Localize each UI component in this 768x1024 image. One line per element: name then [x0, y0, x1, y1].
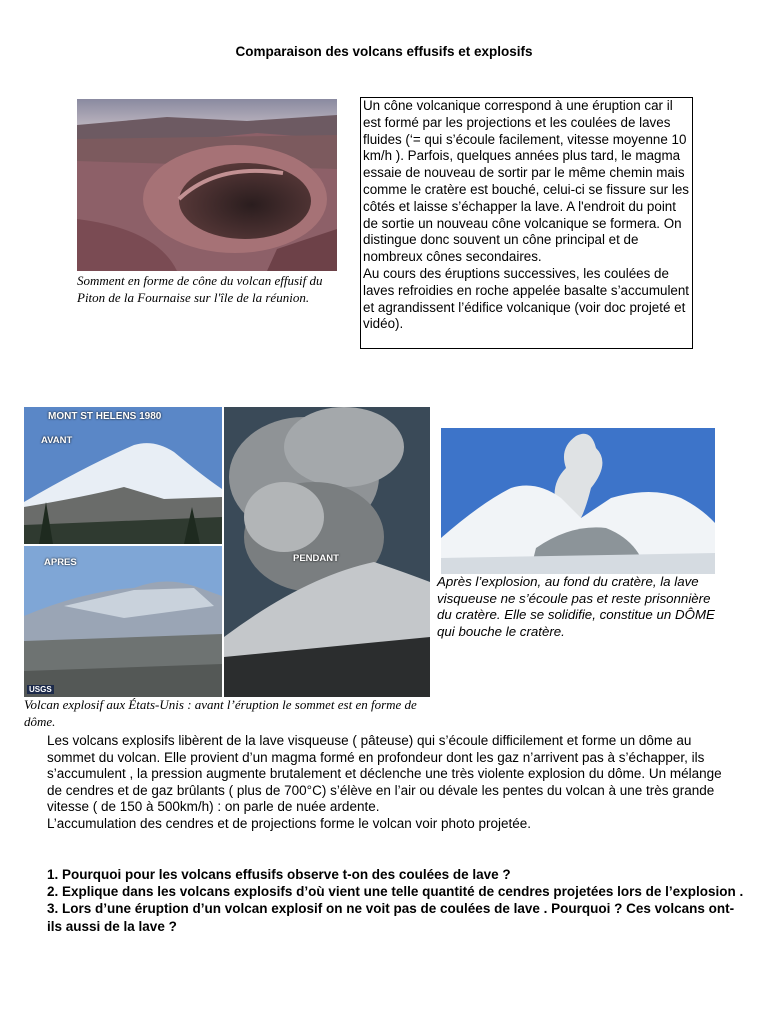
crater-photo — [77, 99, 337, 271]
dome-photo — [441, 428, 715, 574]
before-label: AVANT — [41, 435, 73, 446]
cone-explanation-box — [360, 97, 693, 349]
page-title: Comparaison des volcans effusifs et explosifs — [235, 44, 533, 59]
question-item: 2. Explique dans les volcans explosifs d’où vient une telle quantité de cendres projetées lors de l’explosion . — [47, 884, 744, 900]
questions-list — [47, 866, 747, 935]
crater-caption: Somment en forme de cône du volcan effusif du Piton de la Fournaise sur l'île de la réunion. — [77, 273, 323, 305]
box-paragraph: Un cône volcanique correspond à une éruption car il est formé par les projections et les coulées de laves fluides (‘= qui s’écoule facilement, vitesse moyenne 10 km/h ). Parfois, quelques années plus tard, le magma essaie de nouveau de sortir par le même chemin mais comme le cratère est bouché, celui-ci se fissure sur les côtés et laisse s’échapper la lave. A l'endroit du point de sortie un nouveau cône volcanique se formera. On distingue donc souvent un cône principal et de nombreux cônes secondaires. — [363, 98, 689, 265]
question-item: 1. Pourquoi pour les volcans effusifs observe t-on des coulées de lave ? — [47, 867, 511, 882]
heading-label: MONT ST HELENS 1980 — [48, 411, 162, 422]
body-paragraph: Les volcans explosifs libèrent de la lave visqueuse ( pâteuse) qui s’écoule difficilement et forme un dôme au sommet du volcan. Elle provient d’un magma formé en profondeur dont les gaz n’arrivent pas à s’échapper, ils s’accumulent , la pression augmente brutalement et déclenche une très violente explosion du dôme. Un mélange de cendres et de gaz brûlants ( plus de 700°C) s’élève en l’air ou dévale les pentes du volcan à une très grande vitesse ( de 150 à 500km/h) : on parle de nuée ardente. — [47, 733, 722, 815]
usgs-credit: USGS — [29, 685, 52, 694]
st-helens-caption: Volcan explosif aux États-Unis : avant l’éruption le sommet est en forme de dôme. — [24, 697, 417, 729]
box-paragraph: Au cours des éruptions successives, les coulées de laves refroidies en roche appelée basalte s’accumulent et agrandissent l’édifice volcanique (voir doc projeté et vidéo). — [363, 265, 690, 332]
question-item: 3. Lors d’une éruption d’un volcan explosif on ne voit pas de coulées de lave . Pourquoi ? Ces volcans ont-ils aussi de la lave ? — [47, 901, 735, 934]
after-photo — [24, 546, 222, 697]
dome-caption: Après l’explosion, au fond du cratère, la lave visqueuse ne s’écoule pas et reste prisonnière du cratère. Elle se solidifie, constitue un DÔME qui bouche le cratère. — [437, 574, 715, 639]
during-photo — [224, 407, 430, 697]
st-helens-composite — [24, 407, 430, 697]
during-label: PENDANT — [293, 553, 339, 564]
body-paragraph: L’accumulation des cendres et de projections forme le volcan voir photo projetée. — [47, 815, 532, 831]
before-photo — [24, 407, 222, 544]
explosive-volcano-text — [47, 733, 727, 833]
after-label: APRES — [44, 557, 77, 568]
